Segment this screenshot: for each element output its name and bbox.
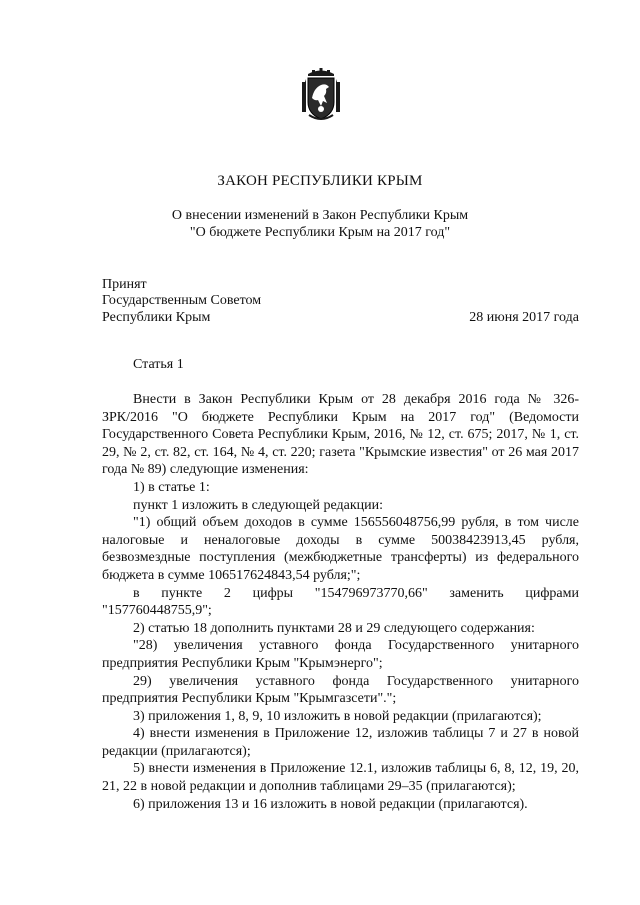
item-2-intro: 2) статью 18 дополнить пунктами 28 и 29 следующего содержания:: [133, 620, 535, 636]
item-1-text: "1) общий объем доходов в сумме 156556048756,99 рубля, в том числе налоговые и неналоговые доходы в сумме 50038423913,45 рубля, безвозмездные поступления (межбюджетные трансферты) из федерального бюджета в сумме 106517624843,54 рубля;";: [102, 515, 579, 583]
adoption-date: 28 июня 2017 года: [469, 310, 579, 325]
law-title: ЗАКОН РЕСПУБЛИКИ КРЫМ: [217, 173, 423, 189]
item-3: 3) приложения 1, 8, 9, 10 изложить в новой редакции (прилагаются);: [133, 708, 542, 724]
crimea-coat-of-arms-icon: [300, 68, 342, 122]
law-subtitle-line2: "О бюджете Республики Крым на 2017 год": [189, 225, 451, 240]
law-subtitle-line1: О внесении изменений в Закон Республики Крым: [171, 208, 469, 223]
item-1-replace: в пункте 2 цифры "154796973770,66" заменить цифрами "157760448755,9";: [102, 585, 579, 619]
item-4: 4) внести изменения в Приложение 12, изложив таблицы 7 и 27 в новой редакции (прилагаются);: [102, 726, 579, 759]
item-2-point-29: 29) увеличения уставного фонда Государственного унитарного предприятия Республики Крым "Крымгазсети".";: [102, 673, 579, 707]
item-5: 5) внести изменения в Приложение 12.1, изложив таблицы 6, 8, 12, 19, 20, 21, 22 в новой редакции и дополнив таблицами 29–35 (прилагаются);: [102, 761, 579, 795]
adopted-by-council: Государственным Советом: [102, 293, 262, 308]
article-intro-paragraph: Внести в Закон Республики Крым от 28 декабря 2016 года № 326-ЗРК/2016 "О бюджете Республики Крым на 2017 год" (Ведомости Государственного Совета Республики Крым, 2016, № 12, ст. 675; 2017, № 1, ст. 29, № 2, ст. 82, ст. 164, № 4, ст. 220; газета "Крымские известия" от 26 мая 2017 года № 89) следующие изменения:: [102, 392, 579, 478]
adopted-label: Принят: [102, 277, 147, 292]
article-body: [102, 391, 579, 813]
item-2-point-28: "28) увеличения уставного фонда Государственного унитарного предприятия Республики Крым "Крымэнерго";: [102, 638, 579, 671]
item-1-sub: пункт 1 изложить в следующей редакции:: [133, 497, 383, 513]
article-heading: Статья 1: [133, 357, 184, 372]
item-1-intro: 1) в статье 1:: [133, 479, 210, 495]
adopted-by-republic: Республики Крым: [102, 310, 211, 325]
item-6: 6) приложения 13 и 16 изложить в новой редакции (прилагаются).: [133, 796, 528, 812]
